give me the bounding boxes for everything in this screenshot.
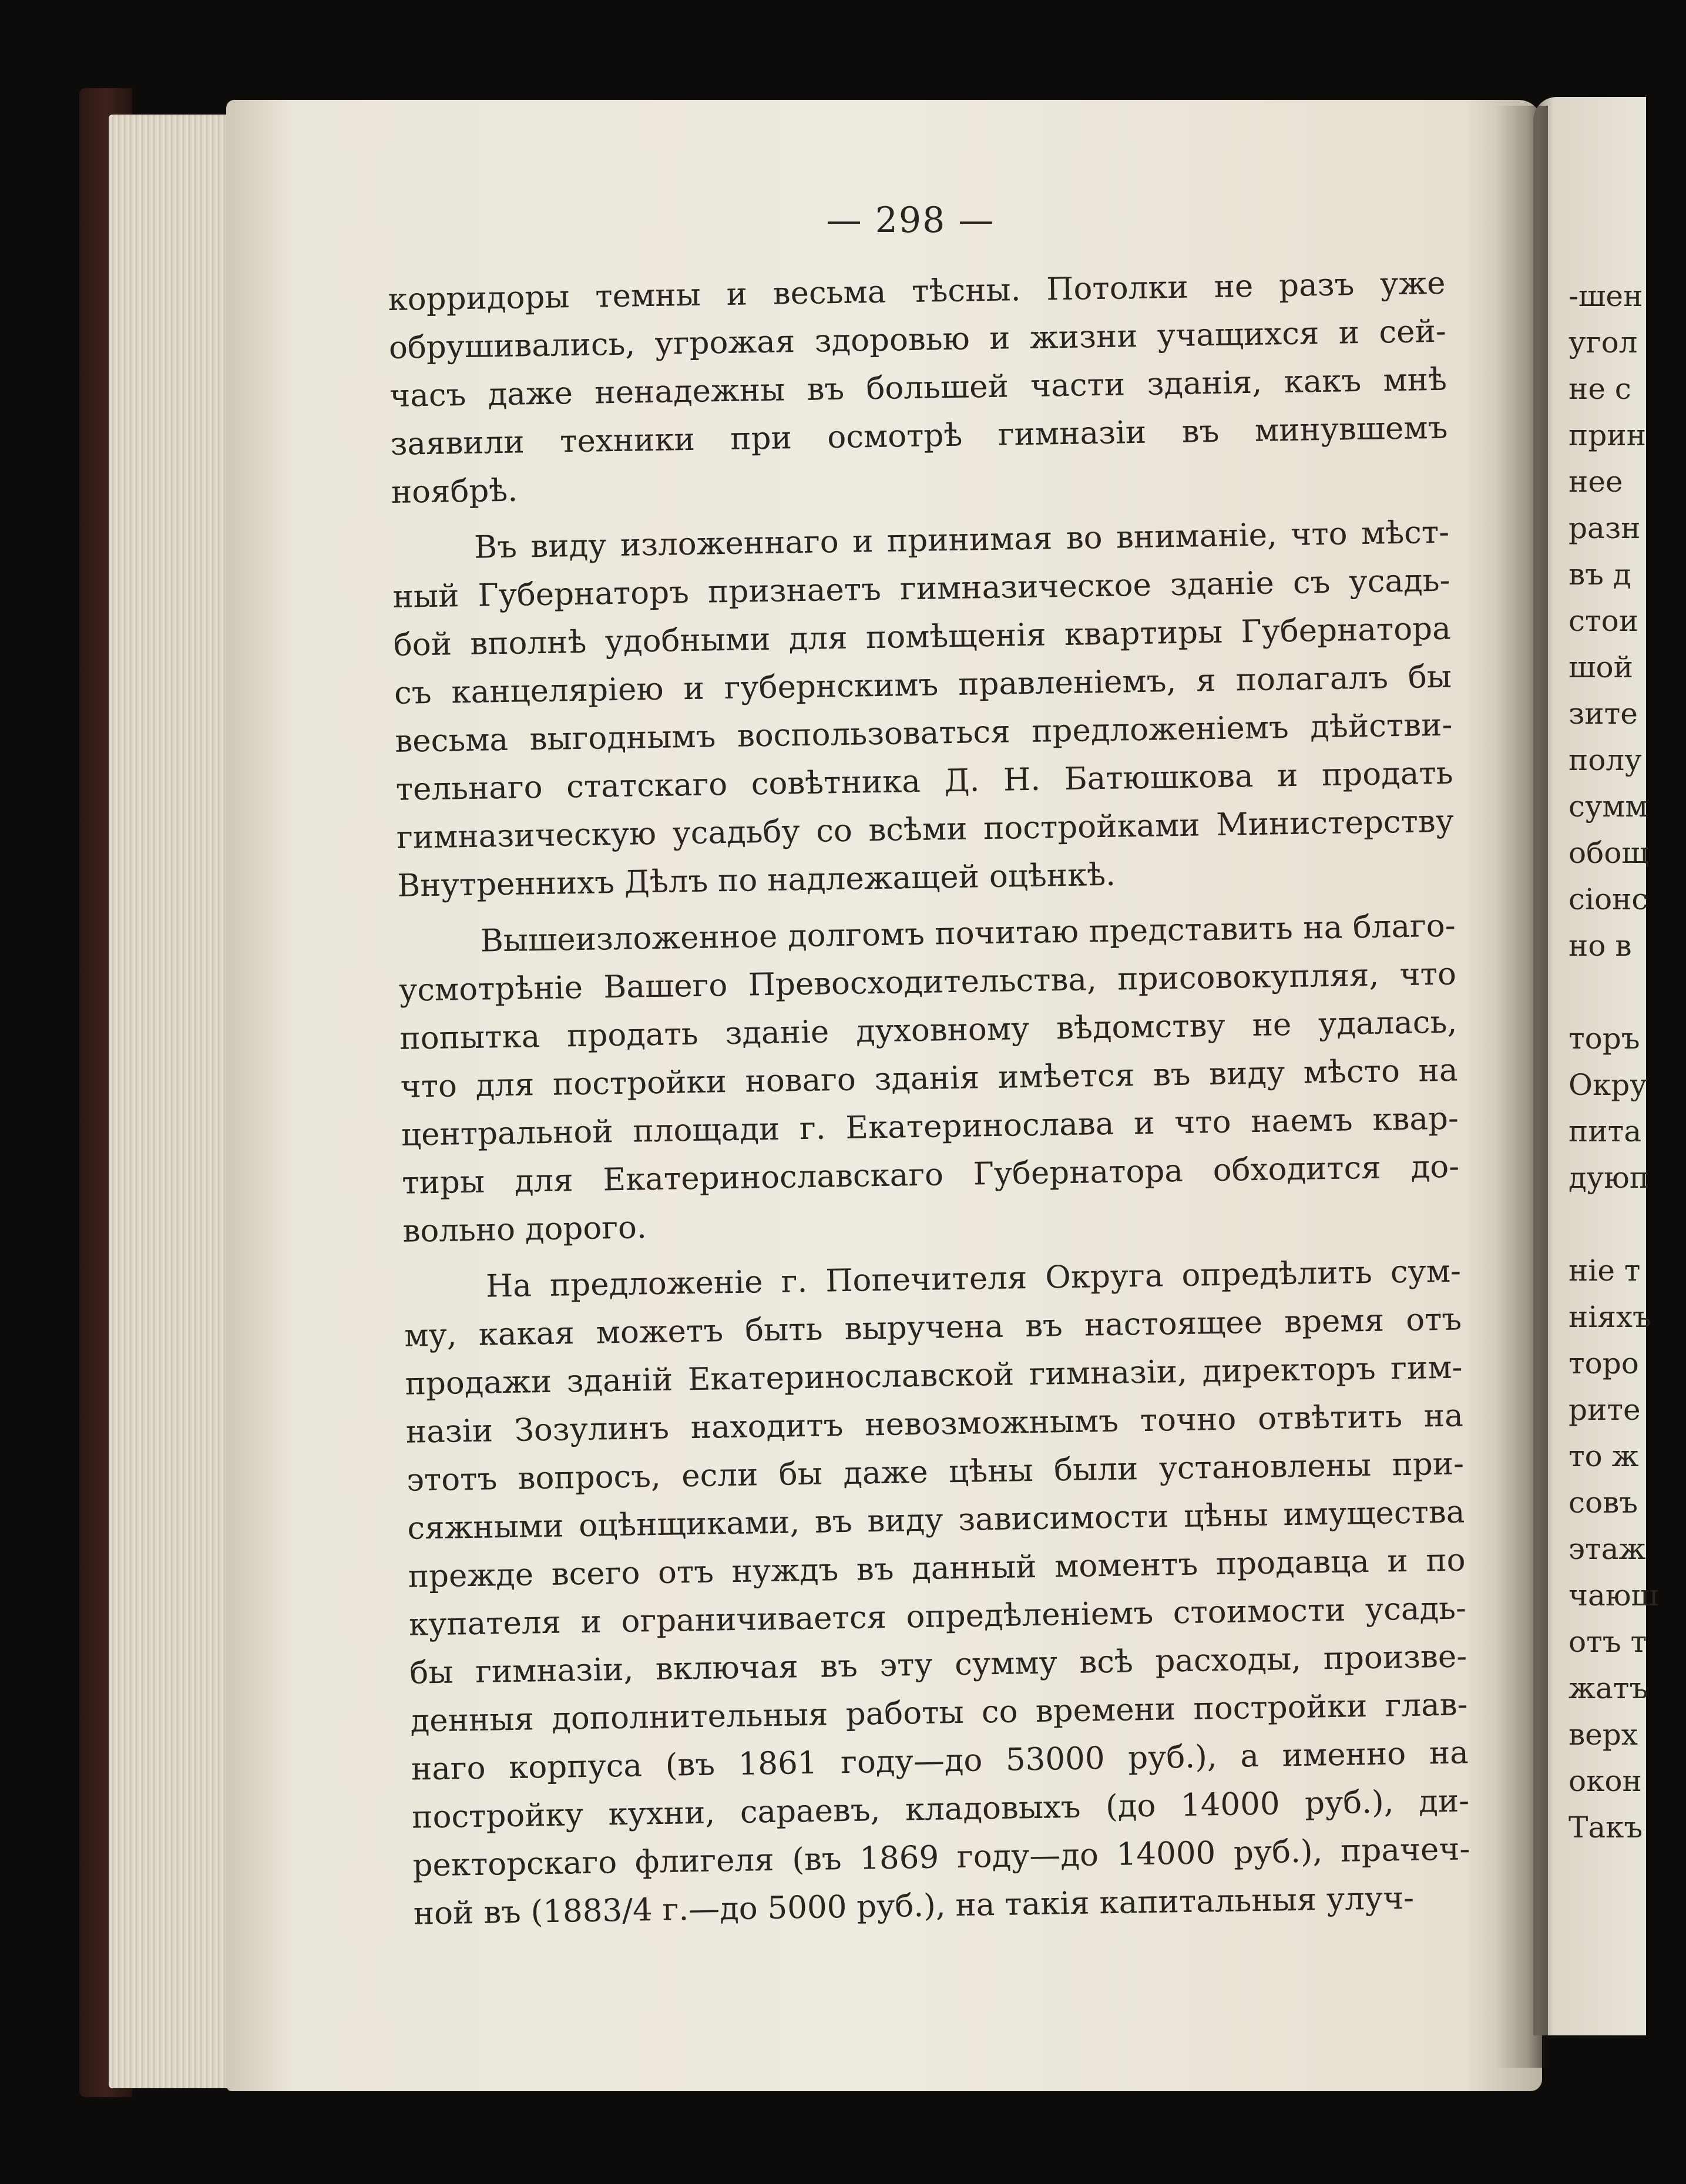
facing-page-line: этаж (1569, 1532, 1646, 1566)
facing-page-line: дуюп (1569, 1161, 1650, 1195)
text-line: Въ виду изложеннаго и принимая во вниманіе, что мѣст- (473, 514, 1450, 566)
text-line: Вышеизложенное долгомъ почитаю представить на благо- (480, 908, 1456, 959)
facing-page-line: торо (1569, 1346, 1639, 1380)
facing-page-line: но в (1569, 929, 1632, 963)
facing-page-line: окон (1569, 1764, 1642, 1798)
text-line: денныя дополнительныя работы со времени постройки глав- (410, 1686, 1468, 1739)
text-line: На предложеніе г. Попечителя Округа опредѣлить сум- (485, 1253, 1462, 1305)
facing-page-line: Окру (1569, 1068, 1647, 1102)
text-line: тиры для Екатеринославскаго Губернатора обходится до- (401, 1148, 1460, 1201)
facing-page-line: жатъ (1569, 1671, 1648, 1705)
facing-page-line: полу (1569, 743, 1642, 777)
facing-page-line (1569, 969, 1686, 1016)
facing-page-line: ніе т (1569, 1254, 1641, 1288)
paragraph (388, 260, 1449, 517)
text-line: что для постройки новаго зданія имѣется въ виду мѣсто на (400, 1052, 1458, 1105)
text-line: ной въ (1883/4 г.—до 5000 руб.), на такія капитальныя улуч- (413, 1880, 1415, 1932)
text-line: прежде всего отъ нуждъ въ данный моментъ продавца и по (408, 1542, 1466, 1595)
facing-page-line: разн (1569, 511, 1641, 545)
text-line: обрушивались, угрожая здоровью и жизни учащихся и сей- (388, 313, 1447, 366)
facing-page-line: обощ (1569, 836, 1649, 870)
text-line: съ канцеляріею и губернскимъ правленіемъ, я полагалъ бы (394, 658, 1452, 711)
text-line: ный Губернаторъ признаетъ гимназическое зданіе съ усадь- (392, 562, 1450, 615)
paragraph (403, 1248, 1471, 1938)
text-line: Внутреннихъ Дѣлъ по надлежащей оцѣнкѣ. (397, 856, 1116, 904)
page-number: — 298 — (826, 200, 995, 241)
facing-page-line: стои (1569, 604, 1639, 638)
text-line: весьма выгоднымъ воспользоваться предложеніемъ дѣйстви- (394, 707, 1453, 760)
text-line: сяжными оцѣнщиками, въ виду зависимости цѣны имущества (407, 1494, 1465, 1547)
facing-page-line: отъ т (1569, 1625, 1647, 1659)
text-line: часъ даже ненадежны въ большей части зданія, какъ мнѣ (389, 361, 1447, 414)
text-line: корридоры темны и весьма тѣсны. Потолки не разъ уже (388, 265, 1446, 318)
text-line: бы гимназіи, включая въ эту сумму всѣ расходы, произве- (409, 1638, 1467, 1691)
facing-page-line: торъ (1569, 1022, 1640, 1056)
text-line: гимназическую усадьбу со всѣми постройками Министерству (396, 803, 1455, 856)
page-edges (109, 115, 244, 2088)
facing-page-line: ніяхъ (1569, 1300, 1651, 1334)
facing-page-line: не с (1569, 372, 1631, 406)
spine-shadow (1495, 106, 1548, 2068)
text-line: попытка продать зданіе духовному вѣдомству не удалась, (399, 1004, 1457, 1057)
facing-page-line: Такъ (1569, 1810, 1643, 1844)
facing-page-line (1569, 1201, 1686, 1248)
facing-page-line: нее (1569, 465, 1623, 499)
facing-page-line: угол (1569, 325, 1638, 359)
text-line: усмотрѣніе Вашего Превосходительства, присовокупляя, что (398, 956, 1457, 1009)
text-line: ректорскаго флигеля (въ 1869 году—до 14000 руб.), прачеч- (412, 1831, 1470, 1884)
text-line: ноябрѣ. (391, 472, 518, 510)
facing-page-text (1569, 273, 1686, 1851)
facing-page-line: пита (1569, 1114, 1642, 1148)
text-line: центральной площади г. Екатеринослава и что наемъ квар- (401, 1100, 1459, 1153)
facing-page-line: совъ (1569, 1486, 1638, 1520)
facing-page-line: въ д (1569, 557, 1631, 592)
facing-page-line: шой (1569, 650, 1633, 684)
text-line: назіи Зозулинъ находитъ невозможнымъ точно отвѣтить на (405, 1397, 1464, 1450)
text-line: купателя и ограничивается опредѣленіемъ стоимости усадь- (408, 1590, 1467, 1643)
facing-page-line: чаюш (1569, 1578, 1658, 1612)
text-line: вольно дорого. (402, 1209, 647, 1249)
page-body-text (388, 260, 1471, 1938)
facing-page-line: сумм (1569, 789, 1648, 824)
text-line: этотъ вопросъ, если бы даже цѣны были установлены при- (406, 1446, 1465, 1498)
facing-page-line: сіонс (1569, 882, 1648, 916)
text-line: постройку кухни, сараевъ, кладовыхъ (до 14000 руб.), ди- (411, 1783, 1470, 1836)
text-line: наго корпуса (въ 1861 году—до 53000 руб.), а именно на (411, 1735, 1469, 1787)
facing-page-line: рите (1569, 1393, 1641, 1427)
facing-page (1533, 97, 1658, 2035)
facing-page-line: зите (1569, 697, 1638, 731)
text-line: му, какая можетъ быть выручена въ настоящее время отъ (404, 1301, 1462, 1354)
text-line: заявили техники при осмотрѣ гимназіи въ минувшемъ (390, 409, 1448, 462)
text-line: тельнаго статскаго совѣтника Д. Н. Батюшкова и продать (395, 755, 1453, 808)
facing-page-line: то ж (1569, 1439, 1639, 1473)
text-line: бой вполнѣ удобными для помѣщенія квартиры Губернатора (393, 610, 1452, 663)
facing-page-line: -шен (1569, 279, 1643, 313)
paragraph (392, 509, 1455, 910)
text-line: продажи зданій Екатеринославской гимназіи, директоръ гим- (405, 1349, 1463, 1402)
facing-page-line: верх (1569, 1718, 1638, 1752)
facing-page-line: прин (1569, 418, 1646, 452)
paragraph (398, 902, 1460, 1256)
